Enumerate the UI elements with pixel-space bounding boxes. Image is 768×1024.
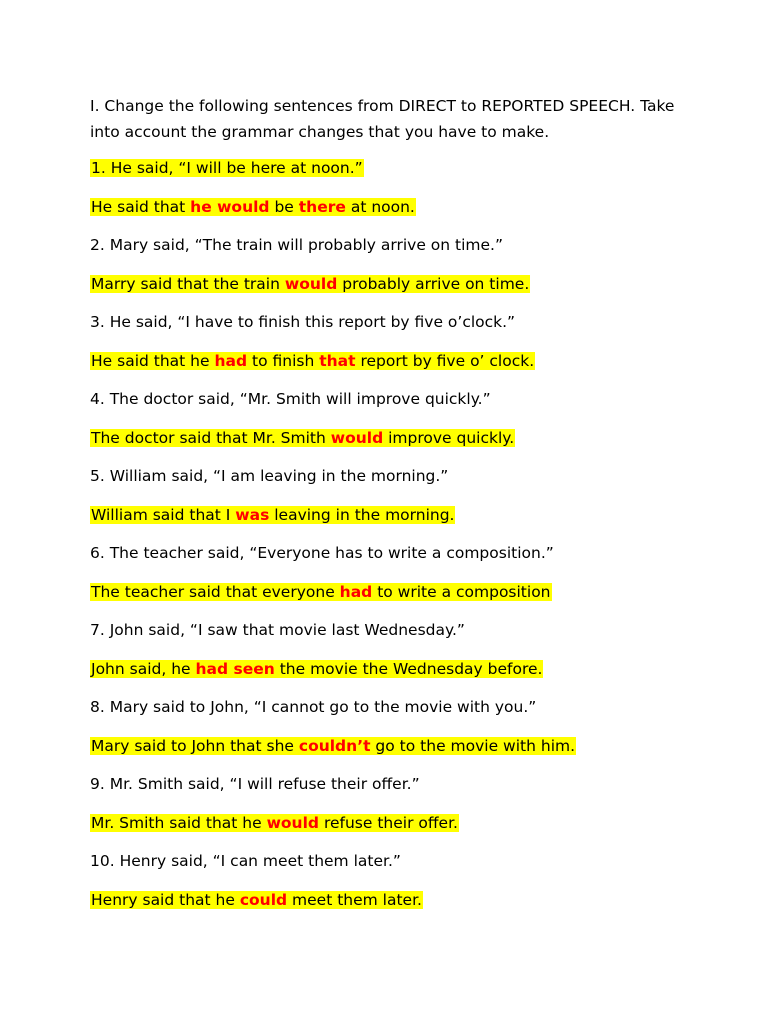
sentence-fragment: go to the movie with him. (370, 736, 576, 755)
changed-word: would (330, 428, 384, 447)
reported-sentence-highlight (90, 352, 535, 370)
reported-sentence-highlight (90, 198, 416, 216)
sentence-fragment: William said that I (91, 505, 236, 524)
sentence-fragment: be (269, 197, 299, 216)
changed-word: there (298, 197, 346, 216)
direct-sentence (90, 157, 364, 179)
reported-sentence (90, 427, 515, 449)
sentence-fragment: probably arrive on time. (337, 274, 530, 293)
changed-word: would (284, 274, 338, 293)
sentence-fragment: He said that (91, 197, 191, 216)
sentence-fragment: report by five o’ clock. (355, 351, 535, 370)
direct-sentence-text: 6. The teacher said, “Everyone has to write a composition.” (90, 544, 554, 562)
sentence-fragment: refuse their offer. (319, 813, 458, 832)
direct-sentence-text: 3. He said, “I have to finish this report by five o’clock.” (90, 313, 516, 331)
sentence-fragment: to finish (247, 351, 320, 370)
direct-sentence-text: 7. John said, “I saw that movie last Wednesday.” (90, 621, 465, 639)
sentence-fragment: The teacher said that everyone (91, 582, 340, 601)
direct-sentence (90, 850, 401, 872)
direct-sentence (90, 311, 515, 333)
reported-sentence-highlight (90, 891, 423, 909)
reported-sentence (90, 350, 535, 372)
sentence-fragment: He said that he (91, 351, 215, 370)
direct-sentence-text: 1. He said, “I will be here at noon.” (91, 159, 363, 177)
reported-sentence-highlight (90, 275, 530, 293)
sentence-fragment: Mr. Smith said that he (91, 813, 267, 832)
direct-sentence (90, 542, 554, 564)
sentence-fragment: John said, he (91, 659, 196, 678)
sentence-fragment: leaving in the morning. (269, 505, 455, 524)
sentence-fragment: the movie the Wednesday before. (274, 659, 543, 678)
direct-sentence (90, 234, 503, 256)
reported-sentence (90, 889, 423, 911)
instruction-text: I. Change the following sentences from DIRECT to REPORTED SPEECH. Take into account the grammar changes that you have to make. (90, 97, 675, 141)
direct-sentence-text: 2. Mary said, “The train will probably arrive on time.” (90, 236, 504, 254)
reported-sentence (90, 273, 530, 295)
reported-sentence-highlight (90, 660, 543, 678)
reported-sentence-highlight (90, 814, 459, 832)
direct-sentence-text: 4. The doctor said, “Mr. Smith will improve quickly.” (90, 390, 491, 408)
reported-sentence-highlight (90, 737, 576, 755)
sentence-fragment: The doctor said that Mr. Smith (91, 428, 331, 447)
changed-word: had (214, 351, 248, 370)
sentence-fragment: meet them later. (287, 890, 422, 909)
direct-sentence (90, 696, 536, 718)
direct-sentence (90, 465, 448, 487)
direct-sentence-text: 8. Mary said to John, “I cannot go to the movie with you.” (90, 698, 537, 716)
reported-sentence-highlight (90, 583, 552, 601)
changed-word: that (319, 351, 356, 370)
reported-sentence (90, 581, 552, 603)
reported-sentence (90, 658, 543, 680)
direct-sentence (90, 388, 491, 410)
reported-sentence (90, 735, 576, 757)
direct-sentence-text: 5. William said, “I am leaving in the morning.” (90, 467, 449, 485)
changed-word: could (239, 890, 288, 909)
sentence-fragment: improve quickly. (383, 428, 515, 447)
changed-word: had seen (195, 659, 275, 678)
reported-sentence (90, 196, 416, 218)
changed-word: he would (190, 197, 270, 216)
changed-word: couldn’t (298, 736, 371, 755)
direct-sentence-text: 10. Henry said, “I can meet them later.” (90, 852, 401, 870)
sentence-fragment: Mary said to John that she (91, 736, 299, 755)
sentence-fragment: Henry said that he (91, 890, 240, 909)
reported-sentence-highlight (90, 429, 515, 447)
direct-sentence-text: 9. Mr. Smith said, “I will refuse their offer.” (90, 775, 420, 793)
changed-word: would (266, 813, 320, 832)
changed-word: had (339, 582, 373, 601)
sentence-fragment: at noon. (345, 197, 415, 216)
direct-sentence (90, 619, 465, 641)
reported-sentence-highlight (90, 506, 455, 524)
reported-sentence (90, 812, 459, 834)
changed-word: was (235, 505, 270, 524)
sentence-fragment: Marry said that the train (91, 274, 285, 293)
sentence-fragment: to write a composition (372, 582, 551, 601)
reported-sentence (90, 504, 455, 526)
direct-sentence (90, 773, 420, 795)
